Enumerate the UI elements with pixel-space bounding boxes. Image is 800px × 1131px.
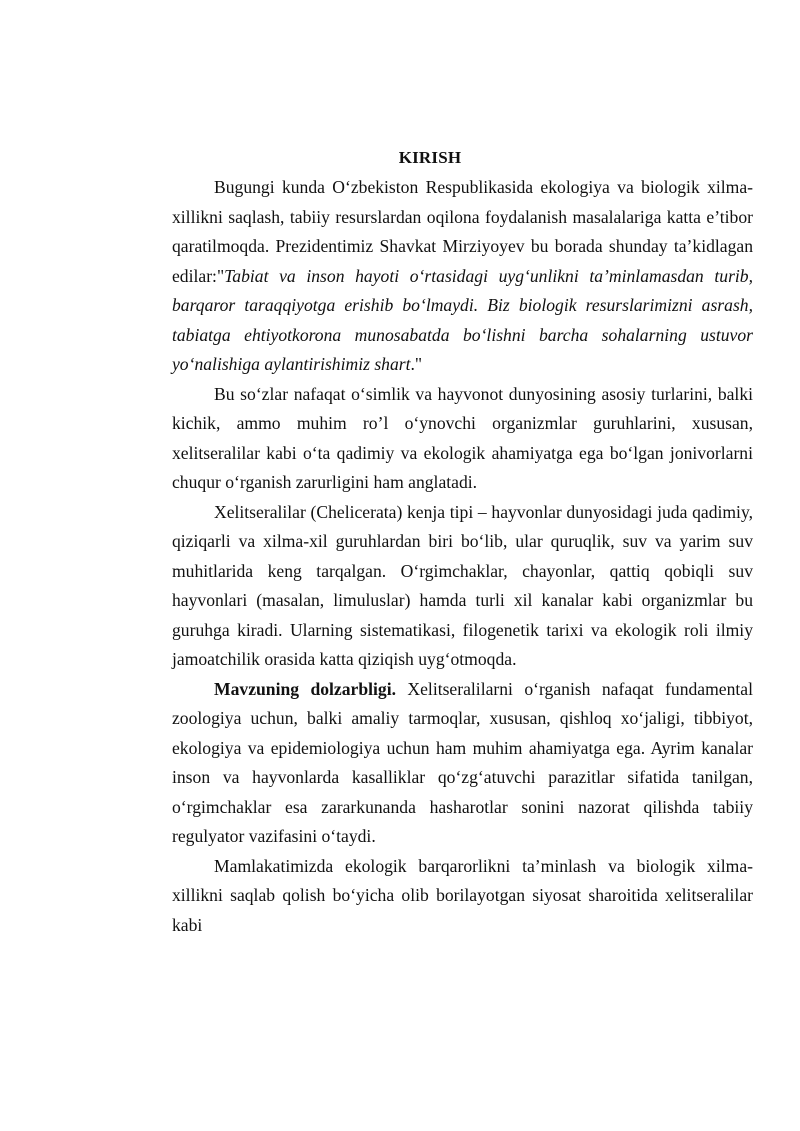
paragraph-relevance: [172, 675, 753, 852]
paragraph-meaning: Bu so‘zlar nafaqat o‘simlik va hayvonot dunyosining asosiy turlarini, balki kichik, ammo muhim ro’l o‘ynovchi organizmlar guruhlarini, xususan, xelitseralilar kabi o‘ta qadimiy va ekologik ahamiyatga ega bo‘lgan jonivorlarni chuqur o‘rganish zarurligini ham anglatadi.: [172, 383, 753, 492]
paragraph-policy: Mamlakatimizda ekologik barqarorlikni ta’minlash va biologik xilma-xillikni saqlab qolish bo‘yicha olib borilayotgan siyosat sharoitida xelitseralilar kabi: [172, 855, 753, 935]
paragraph-introduction-lead: Bugungi kunda O‘zbekiston Respublikasida ekologiya va biologik xilma-xillikni saqlash, tabiiy resurslardan oqilona foydalanish masalalariga katta e’tibor qaratilmoqda. Prezidentimiz Shavkat Mirziyoyev bu borada shunday ta’kidlagan edilar:": [172, 177, 753, 286]
section-title: KIRISH: [398, 148, 462, 167]
relevance-body: Xelitseralilarni o‘rganish nafaqat fundamental zoologiya uchun, balki amaliy tarmoqlar, xususan, qishloq xo‘jaligi, tibbiyot, ekologiya va epidemiologiya uchun ham muhim ahamiyatga ega. Ayrim kanalar inson va hayvonlarda kasalliklar qo‘zg‘atuvchi parazitlar sifatida tanilgan, o‘rgimchaklar esa zararkunanda hasharotlar sonini nazorat qilishda tabiiy regulyator vazifasini o‘taydi.: [172, 678, 753, 846]
paragraph-introduction-tail: .": [410, 354, 423, 374]
paragraph-introduction: [172, 173, 753, 380]
president-quote: Tabiat va inson hayoti o‘rtasidagi uyg‘unlikni ta’minlamasdan turib, barqaror taraqqiyotga erishib bo‘lmaydi. Biz biologik resurslarimizni asrash, tabiatga ehtiyotkorona munosabatda bo‘lishni barcha sohalarning ustuvor yo‘nalishiga aylantirishimiz shart: [172, 265, 753, 374]
document-body: [172, 173, 753, 940]
paragraph-chelicerata: Xelitseralilar (Chelicerata) kenja tipi – hayvonlar dunyosidagi juda qadimiy, qiziqarli va xilma-xil guruhlardan biri bo‘lib, ular quruqlik, suv va yarim suv muhitlarida keng tarqalgan. O‘rgimchaklar, chayonlar, qattiq qobiqli suv hayvonlari (masalan, limuluslar) hamda turli xil kanalar kabi organizmlar bu guruhga kiradi. Ularning sistematikasi, filogenetik tarixi va ekologik roli ilmiy jamoatchilik orasida katta qiziqish uyg‘otmoqda.: [172, 501, 753, 669]
relevance-heading: Mavzuning dolzarbligi.: [214, 678, 396, 699]
